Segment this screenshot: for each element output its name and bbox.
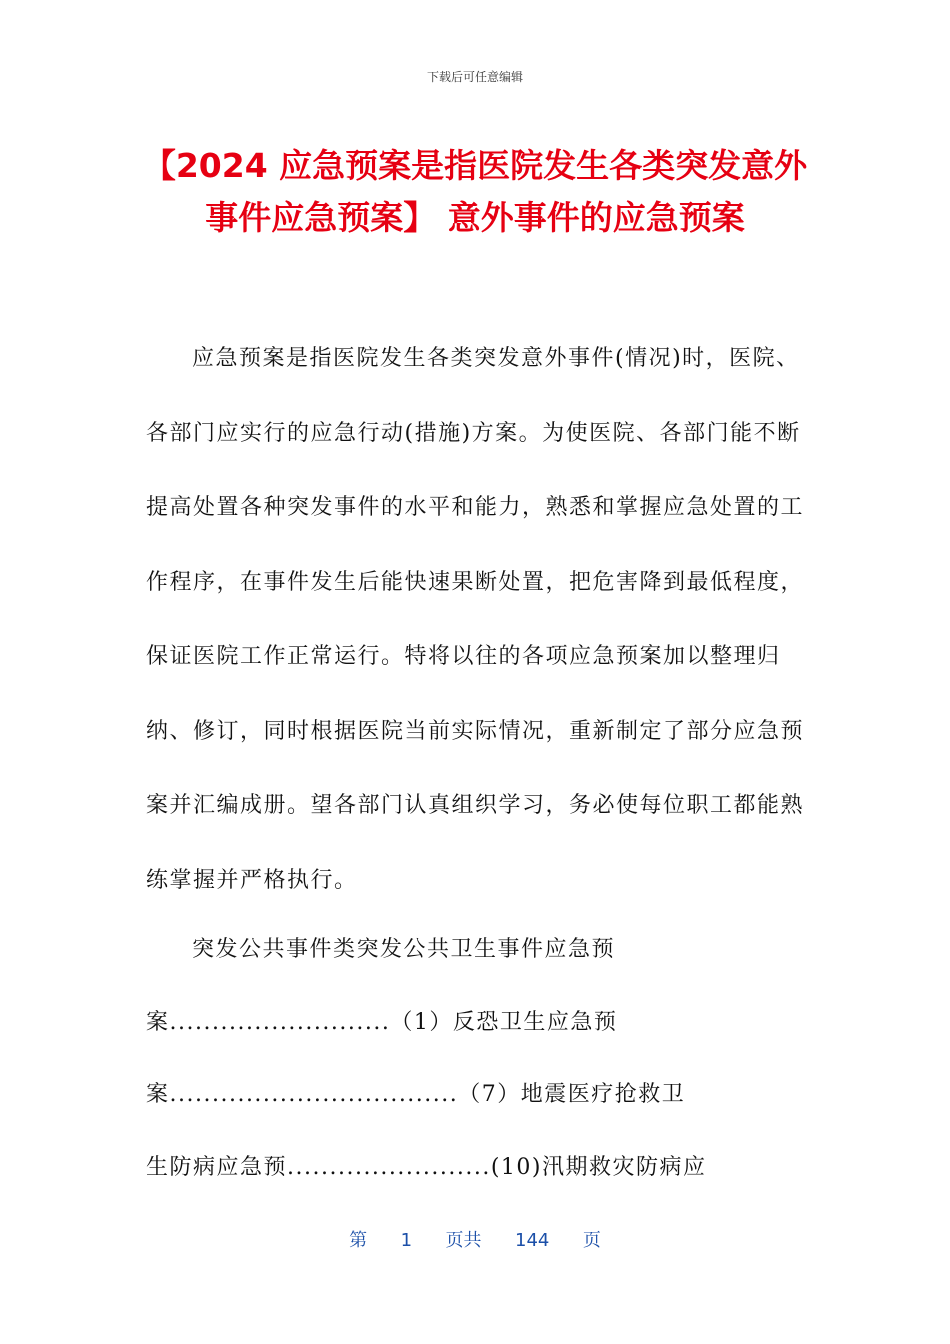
toc-line: 案..................................（7）地震医疗抢救卫 xyxy=(146,1082,686,1107)
title-line-1: 【2024 应急预案是指医院发生各类突发意外 xyxy=(142,146,808,185)
table-of-contents xyxy=(146,914,811,1204)
toc-line: 案..........................（1）反恐卫生应急预 xyxy=(146,1009,618,1035)
document-title xyxy=(120,140,830,244)
toc-line: 生防病应急预........................(10)汛期救灾防病应 xyxy=(146,1154,707,1180)
page-footer xyxy=(0,1226,950,1252)
page-suffix: 页 xyxy=(582,1230,601,1251)
header-note: 下载后可任意编辑 xyxy=(426,70,523,84)
page-prefix: 第 xyxy=(349,1230,368,1251)
title-line-2: 事件应急预案】 意外事件的应急预案 xyxy=(205,198,745,237)
total-pages: 144 xyxy=(515,1230,550,1251)
page-number: 1 xyxy=(400,1230,413,1251)
intro-paragraph: 应急预案是指医院发生各类突发意外事件(情况)时，医院、各部门应实行的应急行动(措施)方案。为使医院、各部门能不断提高处置各种突发事件的水平和能力，熟悉和掌握应急处置的工作程序，在事件发生后能快速果断处置，把危害降到最低程度，保证医院工作正常运行。特将以往的各项应急预案加以整理归纳、修订，同时根据医院当前实际情况，重新制定了部分应急预案并汇编成册。望各部门认真组织学习，务必使每位职工都能熟练掌握并严格执行。 xyxy=(146,346,805,893)
toc-line: 突发公共事件类突发公共卫生事件应急预 xyxy=(192,937,616,962)
page-mid: 页共 xyxy=(445,1230,482,1251)
